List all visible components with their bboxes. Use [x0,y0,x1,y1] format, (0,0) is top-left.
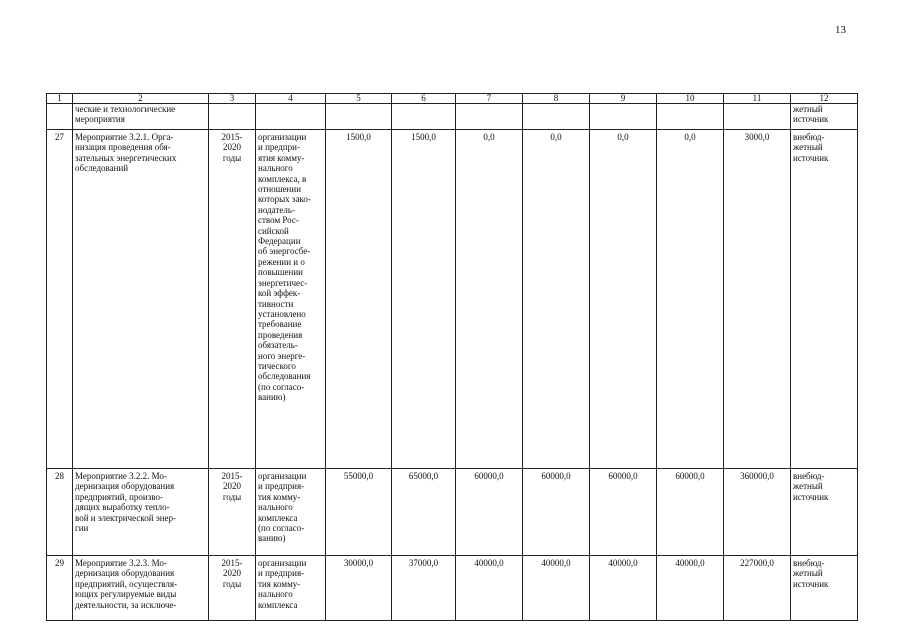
value-cell: 60000,0 [657,469,724,556]
value-cell: 60000,0 [456,469,523,556]
value-cell: 1500,0 [392,130,456,469]
table-row [47,130,858,469]
total-cell: 227000,0 [724,556,791,621]
value-cell: 0,0 [523,130,590,469]
source-cell: внебюд- жетный источник [791,556,858,621]
value-cell: 0,0 [590,130,657,469]
value-cell: 0,0 [657,130,724,469]
table-row [47,469,858,556]
source-cell: внебюд- жетный источник [791,130,858,469]
value-cell: 40000,0 [590,556,657,621]
column-number: 8 [523,94,590,104]
column-number: 12 [791,94,858,104]
row-number: 29 [47,556,73,621]
measure-name: Мероприятие 3.2.2. Мо- дернизация оборудования предприятий, произво- дящих выработку тепло- вой и электрической энер- гии [73,469,209,556]
value-cell: 37000,0 [392,556,456,621]
measure-name: Мероприятие 3.2.3. Мо- дернизация оборудования предприятий, осуществля- ющих регулируемые виды деятельности, за исключе- [73,556,209,621]
value-cell: 60000,0 [523,469,590,556]
measure-name: Мероприятие 3.2.1. Орга- низация проведения обя- зательных энергетических обследований [73,130,209,469]
continued-source-cell: жетный источник [791,104,858,130]
column-number: 4 [256,94,326,104]
period-cell: 2015- 2020 годы [209,130,256,469]
column-number: 3 [209,94,256,104]
source-cell: внебюд- жетный источник [791,469,858,556]
value-cell: 0,0 [456,130,523,469]
value-cell: 40000,0 [657,556,724,621]
period-cell: 2015- 2020 годы [209,556,256,621]
row-number: 27 [47,130,73,469]
executor-cell: организации и предпри- ятия комму- нального комплекса, в отношении которых зако- нодатель- ством Рос- сийской Федерации об энергосбе- режении и о повышении энергетичес- кой эффек- тивности установлено требование проведения обязатель- ного энерге- тического обследования (по согласо- ванию) [256,130,326,469]
continued-name-cell: ческие и технологические мероприятия [73,104,209,130]
total-cell: 3000,0 [724,130,791,469]
total-cell: 360000,0 [724,469,791,556]
value-cell: 55000,0 [326,469,392,556]
column-number: 1 [47,94,73,104]
program-table [46,93,858,621]
row-number: 28 [47,469,73,556]
value-cell: 1500,0 [326,130,392,469]
column-number: 5 [326,94,392,104]
value-cell: 40000,0 [523,556,590,621]
column-number: 2 [73,94,209,104]
value-cell: 30000,0 [326,556,392,621]
executor-cell: организации и предприя- тия комму- нального комплекса [256,556,326,621]
continuation-row [47,104,858,130]
column-number: 10 [657,94,724,104]
value-cell: 65000,0 [392,469,456,556]
page-number: 13 [835,24,846,36]
executor-cell: организации и предприя- тия комму- нального комплекса (по согласо- ванию) [256,469,326,556]
column-number-row [47,94,858,104]
value-cell: 40000,0 [456,556,523,621]
table-row [47,556,858,621]
column-number: 6 [392,94,456,104]
value-cell: 60000,0 [590,469,657,556]
column-number: 11 [724,94,791,104]
column-number: 9 [590,94,657,104]
period-cell: 2015- 2020 годы [209,469,256,556]
column-number: 7 [456,94,523,104]
